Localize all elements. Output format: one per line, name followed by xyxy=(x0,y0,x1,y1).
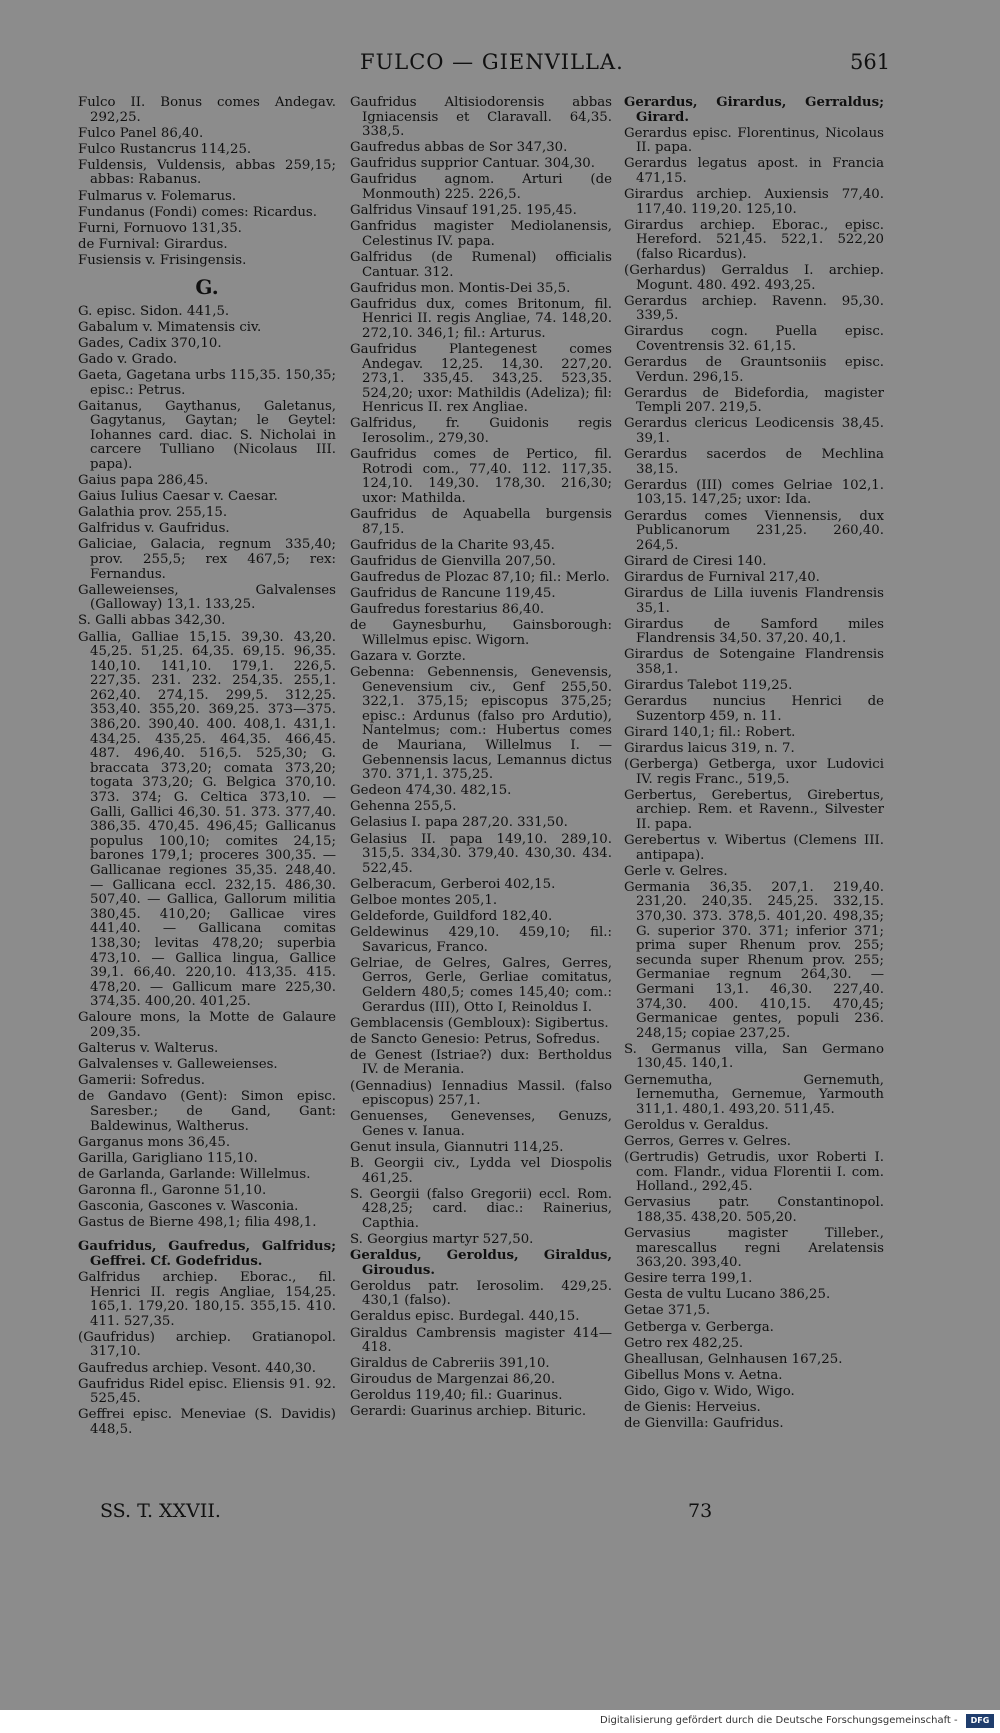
index-entry: Geroldus v. Geraldus. xyxy=(624,1117,769,1133)
index-entry: Gido, Gigo v. Wido, Wigo. xyxy=(624,1383,795,1399)
index-entry: de Garlanda, Garlande: Willelmus. xyxy=(78,1166,311,1182)
index-entry: Galfridus (de Rumenal) officialis Cantuar. 312. xyxy=(350,249,612,280)
index-entry: Galfridus archiep. Eborac., fil. Henrici II. regis Angliae, 154,25. 165,1. 179,20. 180,15. 355,15. 410. 411. 527,35. xyxy=(78,1269,336,1329)
dfg-logo: DFG xyxy=(966,1714,994,1728)
index-entry: Fulmarus v. Folemarus. xyxy=(78,188,237,204)
index-entry: Galterus v. Walterus. xyxy=(78,1041,219,1057)
running-head xyxy=(0,50,1000,80)
index-entry: Giraldus de Cabreriis 391,10. xyxy=(350,1356,550,1372)
index-entry: Gervasius patr. Constantinopol. 188,35. 438,20. 505,20. xyxy=(624,1195,884,1225)
index-column-1 xyxy=(78,96,336,1439)
index-entry: (Gertrudis) Getrudis, uxor Roberti I. com. Flandr., vidua Florentii I. com. Holland., 292,45. xyxy=(624,1149,884,1195)
index-entry: Garilla, Garigliano 115,10. xyxy=(78,1150,258,1166)
index-entry: Gernemutha, Gernemuth, Iernemutha, Gernemue, Yarmouth 311,1. 480,1. 493,20. 511,45. xyxy=(624,1072,884,1117)
index-entry: Girardus de Lilla iuvenis Flandrensis 35,1. xyxy=(624,586,884,616)
digitization-footer xyxy=(0,1712,1000,1733)
index-entry: Galathia prov. 255,15. xyxy=(78,505,228,521)
index-entry: Getro rex 482,25. xyxy=(624,1335,744,1351)
index-entry: Getberga v. Gerberga. xyxy=(624,1319,774,1335)
index-entry: Galleweienses, Galvalenses (Galloway) 13,1. 133,25. xyxy=(78,582,336,613)
index-entry: Gastus de Bierne 498,1; filia 498,1. xyxy=(78,1215,317,1231)
index-entry: (Gerhardus) Gerraldus I. archiep. Mogunt. 480. 492. 493,25. xyxy=(624,263,884,293)
index-entry: Garonna fl., Garonne 51,10. xyxy=(78,1182,267,1198)
index-entry: S. Georgius martyr 527,50. xyxy=(350,1231,534,1247)
index-entry: Geffrei episc. Meneviae (S. Davidis) 448,5. xyxy=(78,1407,336,1437)
index-entry: Gerardus archiep. Ravenn. 95,30. 339,5. xyxy=(624,293,884,324)
index-entry: Gelasius I. papa 287,20. 331,50. xyxy=(350,815,568,831)
index-entry: de Gienvilla: Gaufridus. xyxy=(624,1416,784,1432)
index-entry: Gaufredus abbas de Sor 347,30. xyxy=(350,140,568,156)
index-entry: Gallia, Galliae 15,15. 39,30. 43,20. 45,25. 51,25. 64,35. 69,15. 96,35. 140,10. 141,10. 179,1. 226,5. 227,35. 231. 232. 254,35. 255,1. 262,40. 274,15. 299,5. 312,25. 353,40. 355,20. 369,25. 373—375. 386,20. 390,40. 400. 408,1. 431,1. 434,25. 435,25. 464,35. 466,45. 487. 496,40. 516,5. 525,30; G. braccata 373,20; comata 373,20; togata 373,20; G. Belgica 370,10. 373. 374; G. Celtica 373,10. — Galli, Gallici 46,30. 51. 373. 377,40. 386,35. 470,45. 496,45; Gallicanus populus 100,10; comites 24,15; barones 179,1; proceres 300,35. — Gallicanae regiones 35,35. 248,40. — Gallicana eccl. 232,15. 486,30. 507,40. — Gallica, Gallorum militia 380,45. 410,20; Gallicae vires 441,40. — Gallicana comitas 138,30; levitas 478,20; superbia 473,10. — Gallica lingua, Gallice 39,1. 66,40. 220,10. 413,35. 415. 478,20. — Gallicum mare 225,30. 374,35. 400,20. 401,25. xyxy=(78,629,336,1010)
index-entry: Gerardi: Guarinus archiep. Bituric. xyxy=(350,1404,587,1420)
index-entry: Gebenna: Gebennensis, Genevensis, Genevensium civ., Genf 255,50. 322,1. 375,15; episcopus 375,25; episc.: Ardunus (falso pro Ardutio), Nantelmus; com.: Hubertus comes de Mauriana, Willelmus I. — Gebennensis lacus, Lemannus dictus 370. 371,1. 375,25. xyxy=(350,664,612,783)
index-entry: de Furnival: Girardus. xyxy=(78,236,228,252)
index-entry: Girardus archiep. Auxiensis 77,40. 117,40. 119,20. 125,10. xyxy=(624,187,884,217)
index-entry: Gerros, Gerres v. Gelres. xyxy=(624,1133,792,1149)
index-entry: Girardus de Samford miles Flandrensis 34,50. 37,20. 40,1. xyxy=(624,616,884,647)
index-entry: Gamerii: Sofredus. xyxy=(78,1073,205,1089)
index-entry: Galvalenses v. Galleweienses. xyxy=(78,1057,278,1073)
funding-credit: Digitalisierung gefördert durch die Deutsche Forschungsgemeinschaft - xyxy=(600,1715,958,1726)
index-entry: B. Georgii civ., Lydda vel Diospolis 461,25. xyxy=(350,1155,612,1186)
index-entry: Garganus mons 36,45. xyxy=(78,1134,231,1150)
index-entry: Gerebertus v. Wibertus (Clemens III. antipapa). xyxy=(624,833,884,863)
index-entry: Girardus cogn. Puella episc. Coventrensis 32. 61,15. xyxy=(624,324,884,354)
index-entry: Fusiensis v. Frisingensis. xyxy=(78,252,247,268)
index-group-heading: Gerardus, Girardus, Gerraldus; Girard. xyxy=(624,95,884,125)
index-entry: Galfridus v. Gaufridus. xyxy=(78,521,230,537)
index-entry: Gaeta, Gagetana urbs 115,35. 150,35; episc.: Petrus. xyxy=(78,367,336,398)
index-entry: Gedeon 474,30. 482,15. xyxy=(350,783,512,799)
index-entry: Gasconia, Gascones v. Wasconia. xyxy=(78,1199,299,1215)
index-group-heading: Gaufridus, Gaufredus, Galfridus; Geffrei. Cf. Godefridus. xyxy=(78,1239,336,1269)
index-entry: Getae 371,5. xyxy=(624,1303,711,1319)
index-entry: Gerle v. Gelres. xyxy=(624,863,728,879)
index-entry: Gerardus clericus Leodicensis 38,45. 39,1. xyxy=(624,416,884,447)
index-entry: Gaufredus de Plozac 87,10; fil.: Merlo. xyxy=(350,569,610,585)
index-entry: (Gennadius) Iennadius Massil. (falso episcopus) 257,1. xyxy=(350,1078,612,1109)
index-entry: Gaufridus mon. Montis-Dei 35,5. xyxy=(350,280,571,296)
index-entry: Furni, Fornuovo 131,35. xyxy=(78,220,242,236)
index-entry: Gemblacensis (Gembloux): Sigibertus. xyxy=(350,1015,609,1031)
index-entry: Girard 140,1; fil.: Robert. xyxy=(624,724,796,740)
index-entry: Fulco Panel 86,40. xyxy=(78,125,204,141)
index-entry: Gaufridus de Aquabella burgensis 87,15. xyxy=(350,507,612,537)
index-entry: Gaufridus de Rancune 119,45. xyxy=(350,586,556,601)
index-entry: Gerardus episc. Florentinus, Nicolaus II. papa. xyxy=(624,125,884,156)
index-entry: de Gienis: Herveius. xyxy=(624,1399,761,1415)
index-entry: Gaufridus dux, comes Britonum, fil. Henrici II. regis Angliae, 74. 148,20. 272,10. 346,1; fil.: Arturus. xyxy=(350,296,612,341)
index-entry: Gerardus de Grauntsoniis episc. Verdun. 296,15. xyxy=(624,355,884,385)
page-title: FULCO — GIENVILLA. xyxy=(360,50,624,74)
index-entry: S. Germanus villa, San Germano 130,45. 140,1. xyxy=(624,1041,884,1072)
index-entry: Gelriae, de Gelres, Galres, Gerres, Gerros, Gerle, Gerliae comitatus, Geldern 480,5; comes 145,40; com.: Gerardus (III), Otto I, Reinoldus I. xyxy=(350,955,612,1015)
index-entry: Fulco II. Bonus comes Andegav. 292,25. xyxy=(78,95,336,125)
index-entry: Girardus laicus 319, n. 7. xyxy=(624,740,795,756)
index-column-3 xyxy=(624,96,884,1433)
index-entry: Gerardus comes Viennensis, dux Publicanorum 231,25. 260,40. 264,5. xyxy=(624,508,884,553)
index-entry: Genut insula, Giannutri 114,25. xyxy=(350,1139,564,1155)
index-entry: Gaufridus Plantegenest comes Andegav. 12,25. 14,30. 227,20. 273,1. 335,45. 343,25. 523,35. 524,20; uxor: Mathildis (Adeliza); fil: Henricus II. rex Angliae. xyxy=(350,342,612,416)
index-entry: Gesire terra 199,1. xyxy=(624,1271,753,1287)
index-entry: Gazara v. Gorzte. xyxy=(350,648,466,664)
index-entry: Girard de Ciresi 140. xyxy=(624,553,767,569)
index-entry: Gelasius II. papa 149,10. 289,10. 315,5. 334,30. 379,40. 430,30. 434. 522,45. xyxy=(350,831,612,876)
index-entry: Gado v. Grado. xyxy=(78,351,178,367)
index-entry: Geraldus episc. Burdegal. 440,15. xyxy=(350,1309,580,1325)
index-entry: Gaufredus forestarius 86,40. xyxy=(350,602,545,618)
index-entry: de Gandavo (Gent): Simon episc. Saresber.; de Gand, Gant: Baldewinus, Waltherus. xyxy=(78,1089,336,1134)
index-entry: Fulco Rustancrus 114,25. xyxy=(78,141,252,157)
index-entry: Galfridus, fr. Guidonis regis Ierosolim., 279,30. xyxy=(350,416,612,447)
index-entry: Gervasius magister Tilleber., marescallus regni Arelatensis 363,20. 393,40. xyxy=(624,1225,884,1271)
index-entry: Gibellus Mons v. Aetna. xyxy=(624,1367,783,1383)
index-entry: Gaufridus de Gienvilla 207,50. xyxy=(350,553,556,569)
index-entry: Geroldus patr. Ierosolim. 429,25. 430,1 (falso). xyxy=(350,1278,612,1309)
index-entry: Girardus Talebot 119,25. xyxy=(624,678,793,694)
volume-signature: SS. T. XXVII. xyxy=(100,1500,221,1522)
index-entry: Gheallusan, Gelnhausen 167,25. xyxy=(624,1351,843,1367)
index-entry: S. Galli abbas 342,30. xyxy=(78,613,226,629)
section-letter: G. xyxy=(195,274,219,299)
index-entry: Giroudus de Margenzai 86,20. xyxy=(350,1372,556,1388)
index-entry: de Gaynesburhu, Gainsborough: Willelmus episc. Wigorn. xyxy=(350,618,612,648)
index-entry: Gerardus legatus apost. in Francia 471,15. xyxy=(624,156,884,186)
index-entry: de Genest (Istriae?) dux: Bertholdus IV. de Merania. xyxy=(350,1047,612,1078)
index-entry: Germania 36,35. 207,1. 219,40. 231,20. 240,35. 245,25. 332,15. 370,30. 373. 378,5. 401,20. 498,35; G. superior 370. 371; inferior 371; prima super Rhenum prov. 255; secunda super Rhenum prov. 255; Germaniae regnum 264,30. — Germani 13,1. 46,30. 227,40. 374,30. 400. 410,15. 470,45; Germanicae gentes, populi 236. 248,15; copiae 237,25. xyxy=(624,879,884,1041)
index-entry: Girardus de Furnival 217,40. xyxy=(624,569,820,585)
index-entry: Girardus de Sotengaine Flandrensis 358,1. xyxy=(624,647,884,677)
index-entry: Gaufridus Ridel episc. Eliensis 91. 92. 525,45. xyxy=(78,1376,336,1407)
index-entry: Gaufridus agnom. Arturi (de Monmouth) 225. 226,5. xyxy=(350,172,612,203)
index-entry: Gehenna 255,5. xyxy=(350,799,457,815)
index-entry: (Gerberga) Getberga, uxor Ludovici IV. regis Franc., 519,5. xyxy=(624,757,884,787)
index-entry: Fuldensis, Vuldensis, abbas 259,15; abbas: Rabanus. xyxy=(78,157,336,188)
index-entry: Genuenses, Genevenses, Genuzs, Genes v. Ianua. xyxy=(350,1109,612,1139)
index-entry: Gaufredus archiep. Vesont. 440,30. xyxy=(78,1360,316,1376)
index-entry: Geroldus 119,40; fil.: Guarinus. xyxy=(350,1388,563,1404)
index-entry: Gabalum v. Mimatensis civ. xyxy=(78,319,262,335)
index-entry: de Sancto Genesio: Petrus, Sofredus. xyxy=(350,1031,601,1047)
index-entry: Gerardus sacerdos de Mechlina 38,15. xyxy=(624,447,884,477)
sheet-number: 73 xyxy=(688,1500,713,1522)
index-entry: Giraldus Cambrensis magister 414—418. xyxy=(350,1325,612,1356)
index-entry: G. episc. Sidon. 441,5. xyxy=(78,303,230,319)
index-entry: Gelboe montes 205,1. xyxy=(350,892,498,908)
index-entry: Girardus archiep. Eborac., episc. Hereford. 521,45. 522,1. 522,20 (falso Ricardus). xyxy=(624,217,884,262)
index-entry: Gaufridus comes de Pertico, fil. Rotrodi com., 77,40. 112. 117,35. 124,10. 149,30. 178,30. 216,30; uxor: Mathilda. xyxy=(350,447,612,506)
index-entry: (Gaufridus) archiep. Gratianopol. 317,10. xyxy=(78,1329,336,1360)
index-entry: S. Georgii (falso Gregorii) eccl. Rom. 428,25; card. diac.: Rainerius, Capthia. xyxy=(350,1186,612,1231)
index-entry: Fundanus (Fondi) comes: Ricardus. xyxy=(78,204,317,220)
index-entry: Gerardus (III) comes Gelriae 102,1. 103,15. 147,25; uxor: Ida. xyxy=(624,477,884,508)
index-entry: Gaius Iulius Caesar v. Caesar. xyxy=(78,489,278,505)
index-entry: Gaitanus, Gaythanus, Galetanus, Gagytanus, Gaytan; le Geytel: Iohannes card. diac. S. Nicholai in carcere Tulliano (Nicolaus III. papa). xyxy=(78,398,336,472)
index-entry: Ganfridus magister Mediolanensis, Celestinus IV. papa. xyxy=(350,219,612,249)
index-group-heading: Geraldus, Geroldus, Giraldus, Giroudus. xyxy=(350,1248,612,1278)
index-entry: Gerardus nuncius Henrici de Suzentorp 459, n. 11. xyxy=(624,694,884,724)
index-entry: Galfridus Vinsauf 191,25. 195,45. xyxy=(350,203,577,219)
index-entry: Galiciae, Galacia, regnum 335,40; prov. 255,5; rex 467,5; rex: Fernandus. xyxy=(78,537,336,582)
page-number: 561 xyxy=(850,50,891,74)
index-entry: Gesta de vultu Lucano 386,25. xyxy=(624,1287,831,1303)
index-entry: Gaufridus de la Charite 93,45. xyxy=(350,537,555,553)
index-entry: Galoure mons, la Motte de Galaure 209,35. xyxy=(78,1010,336,1041)
index-entry: Gelberacum, Gerberoi 402,15. xyxy=(350,876,556,892)
index-entry: Gaius papa 286,45. xyxy=(78,473,209,489)
index-entry: Gerbertus, Gerebertus, Girebertus, archiep. Rem. et Ravenn., Silvester II. papa. xyxy=(624,787,884,832)
index-entry: Gaufridus supprior Cantuar. 304,30. xyxy=(350,156,595,172)
index-entry: Gerardus de Bidefordia, magister Templi 207. 219,5. xyxy=(624,385,884,416)
index-entry: Gades, Cadix 370,10. xyxy=(78,335,222,351)
index-column-2 xyxy=(350,96,612,1422)
index-entry: Geldeforde, Guildford 182,40. xyxy=(350,908,553,924)
index-entry: Gaufridus Altisiodorensis abbas Igniacensis et Claravall. 64,35. 338,5. xyxy=(350,95,612,140)
index-entry: Geldewinus 429,10. 459,10; fil.: Savaricus, Franco. xyxy=(350,925,612,955)
